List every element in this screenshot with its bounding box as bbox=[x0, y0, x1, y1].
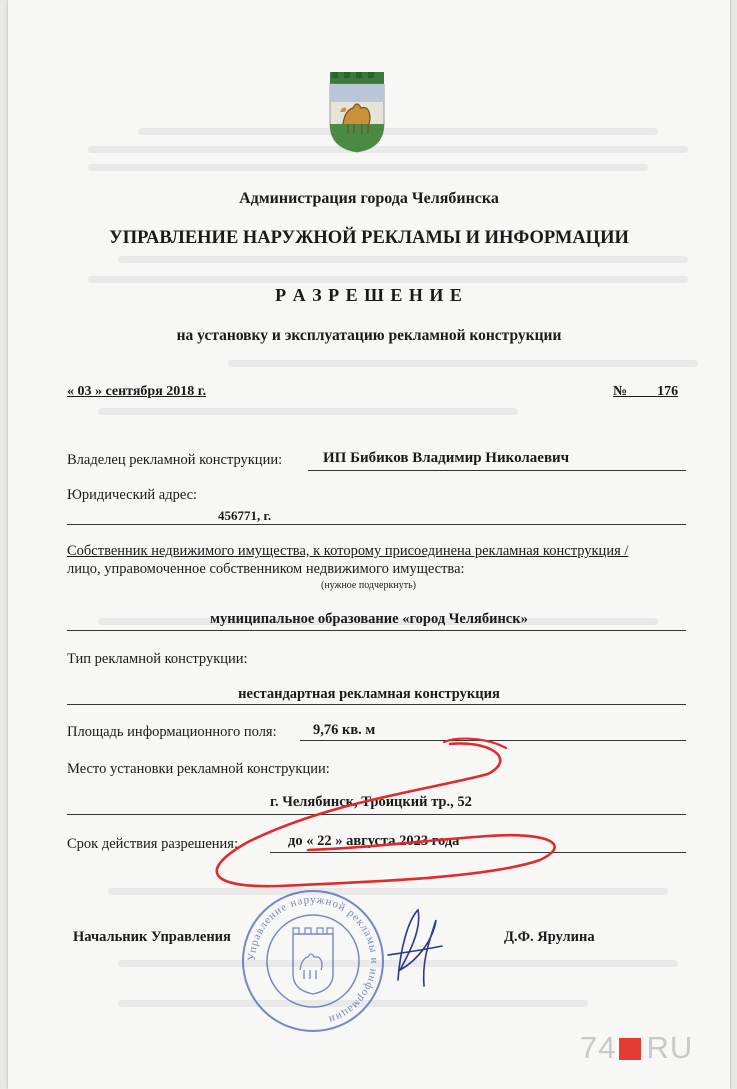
installation-place-value: г. Челябинск, Троицкий тр., 52 bbox=[270, 794, 472, 810]
number-sign: № bbox=[613, 384, 628, 399]
administration-title: Администрация города Челябинска bbox=[239, 190, 499, 207]
red-annotation-scribble bbox=[188, 730, 568, 900]
issue-date: « 03 » сентября 2018 г. bbox=[67, 384, 207, 399]
address-label: Юридический адрес: bbox=[67, 487, 198, 503]
document-type-title: Р А З Р Е Ш Е Н И Е bbox=[275, 285, 463, 305]
official-stamp bbox=[238, 886, 388, 1036]
validity-term-value: до « 22 » августа 2023 года bbox=[288, 833, 460, 849]
property-owner-value: муниципальное образование «город Челябинск» bbox=[210, 611, 528, 627]
validity-term-label: Срок действия разрешения: bbox=[67, 836, 239, 852]
property-owner-label: Собственник недвижимого имущества, к которому присоединена рекламная конструкция / bbox=[67, 543, 629, 559]
owner-label: Владелец рекламной конструкции: bbox=[67, 452, 283, 468]
permit-number-value: 176 bbox=[657, 384, 679, 399]
field-area-label: Площадь информационного поля: bbox=[67, 724, 277, 740]
owner-value: ИП Бибиков Владимир Николаевич bbox=[323, 450, 570, 466]
signatory-name: Д.Ф. Ярулина bbox=[504, 929, 595, 945]
department-title: УПРАВЛЕНИЕ НАРУЖНОЙ РЕКЛАМЫ И ИНФОРМАЦИИ bbox=[109, 228, 629, 248]
address-value: 456771, г. bbox=[218, 508, 272, 523]
watermark-suffix: RU bbox=[646, 1030, 694, 1065]
signatory-position: Начальник Управления bbox=[73, 929, 231, 945]
installation-place-label: Место установки рекламной конструкции: bbox=[67, 761, 330, 777]
document-subtitle: на установку и эксплуатацию рекламной конструкции bbox=[176, 327, 562, 344]
address-underline bbox=[67, 524, 686, 525]
city-coat-of-arms-icon bbox=[328, 72, 386, 154]
stamp-emblem-icon bbox=[293, 928, 333, 994]
handwritten-signature bbox=[378, 900, 448, 990]
property-hint: (нужное подчеркнуть) bbox=[321, 580, 416, 591]
document-page bbox=[8, 0, 730, 1089]
type-underline bbox=[67, 704, 686, 705]
site-watermark bbox=[580, 1030, 693, 1066]
watermark-red-square-icon bbox=[619, 1038, 641, 1060]
field-area-value: 9,76 кв. м bbox=[313, 722, 376, 738]
construction-type-label: Тип рекламной конструкции: bbox=[67, 651, 248, 667]
authorized-person-label: лицо, управомоченное собственником недвижимого имущества: bbox=[67, 561, 465, 577]
svg-text:Управление наружной рекламы и bbox=[246, 894, 380, 1026]
construction-type-value: нестандартная рекламная конструкция bbox=[238, 686, 500, 702]
owner-underline bbox=[308, 470, 686, 471]
stamp-text: Управление наружной рекламы и информации bbox=[245, 893, 381, 1026]
watermark-prefix: 74 bbox=[580, 1030, 617, 1065]
property-underline bbox=[67, 630, 686, 631]
permit-number bbox=[613, 384, 678, 400]
